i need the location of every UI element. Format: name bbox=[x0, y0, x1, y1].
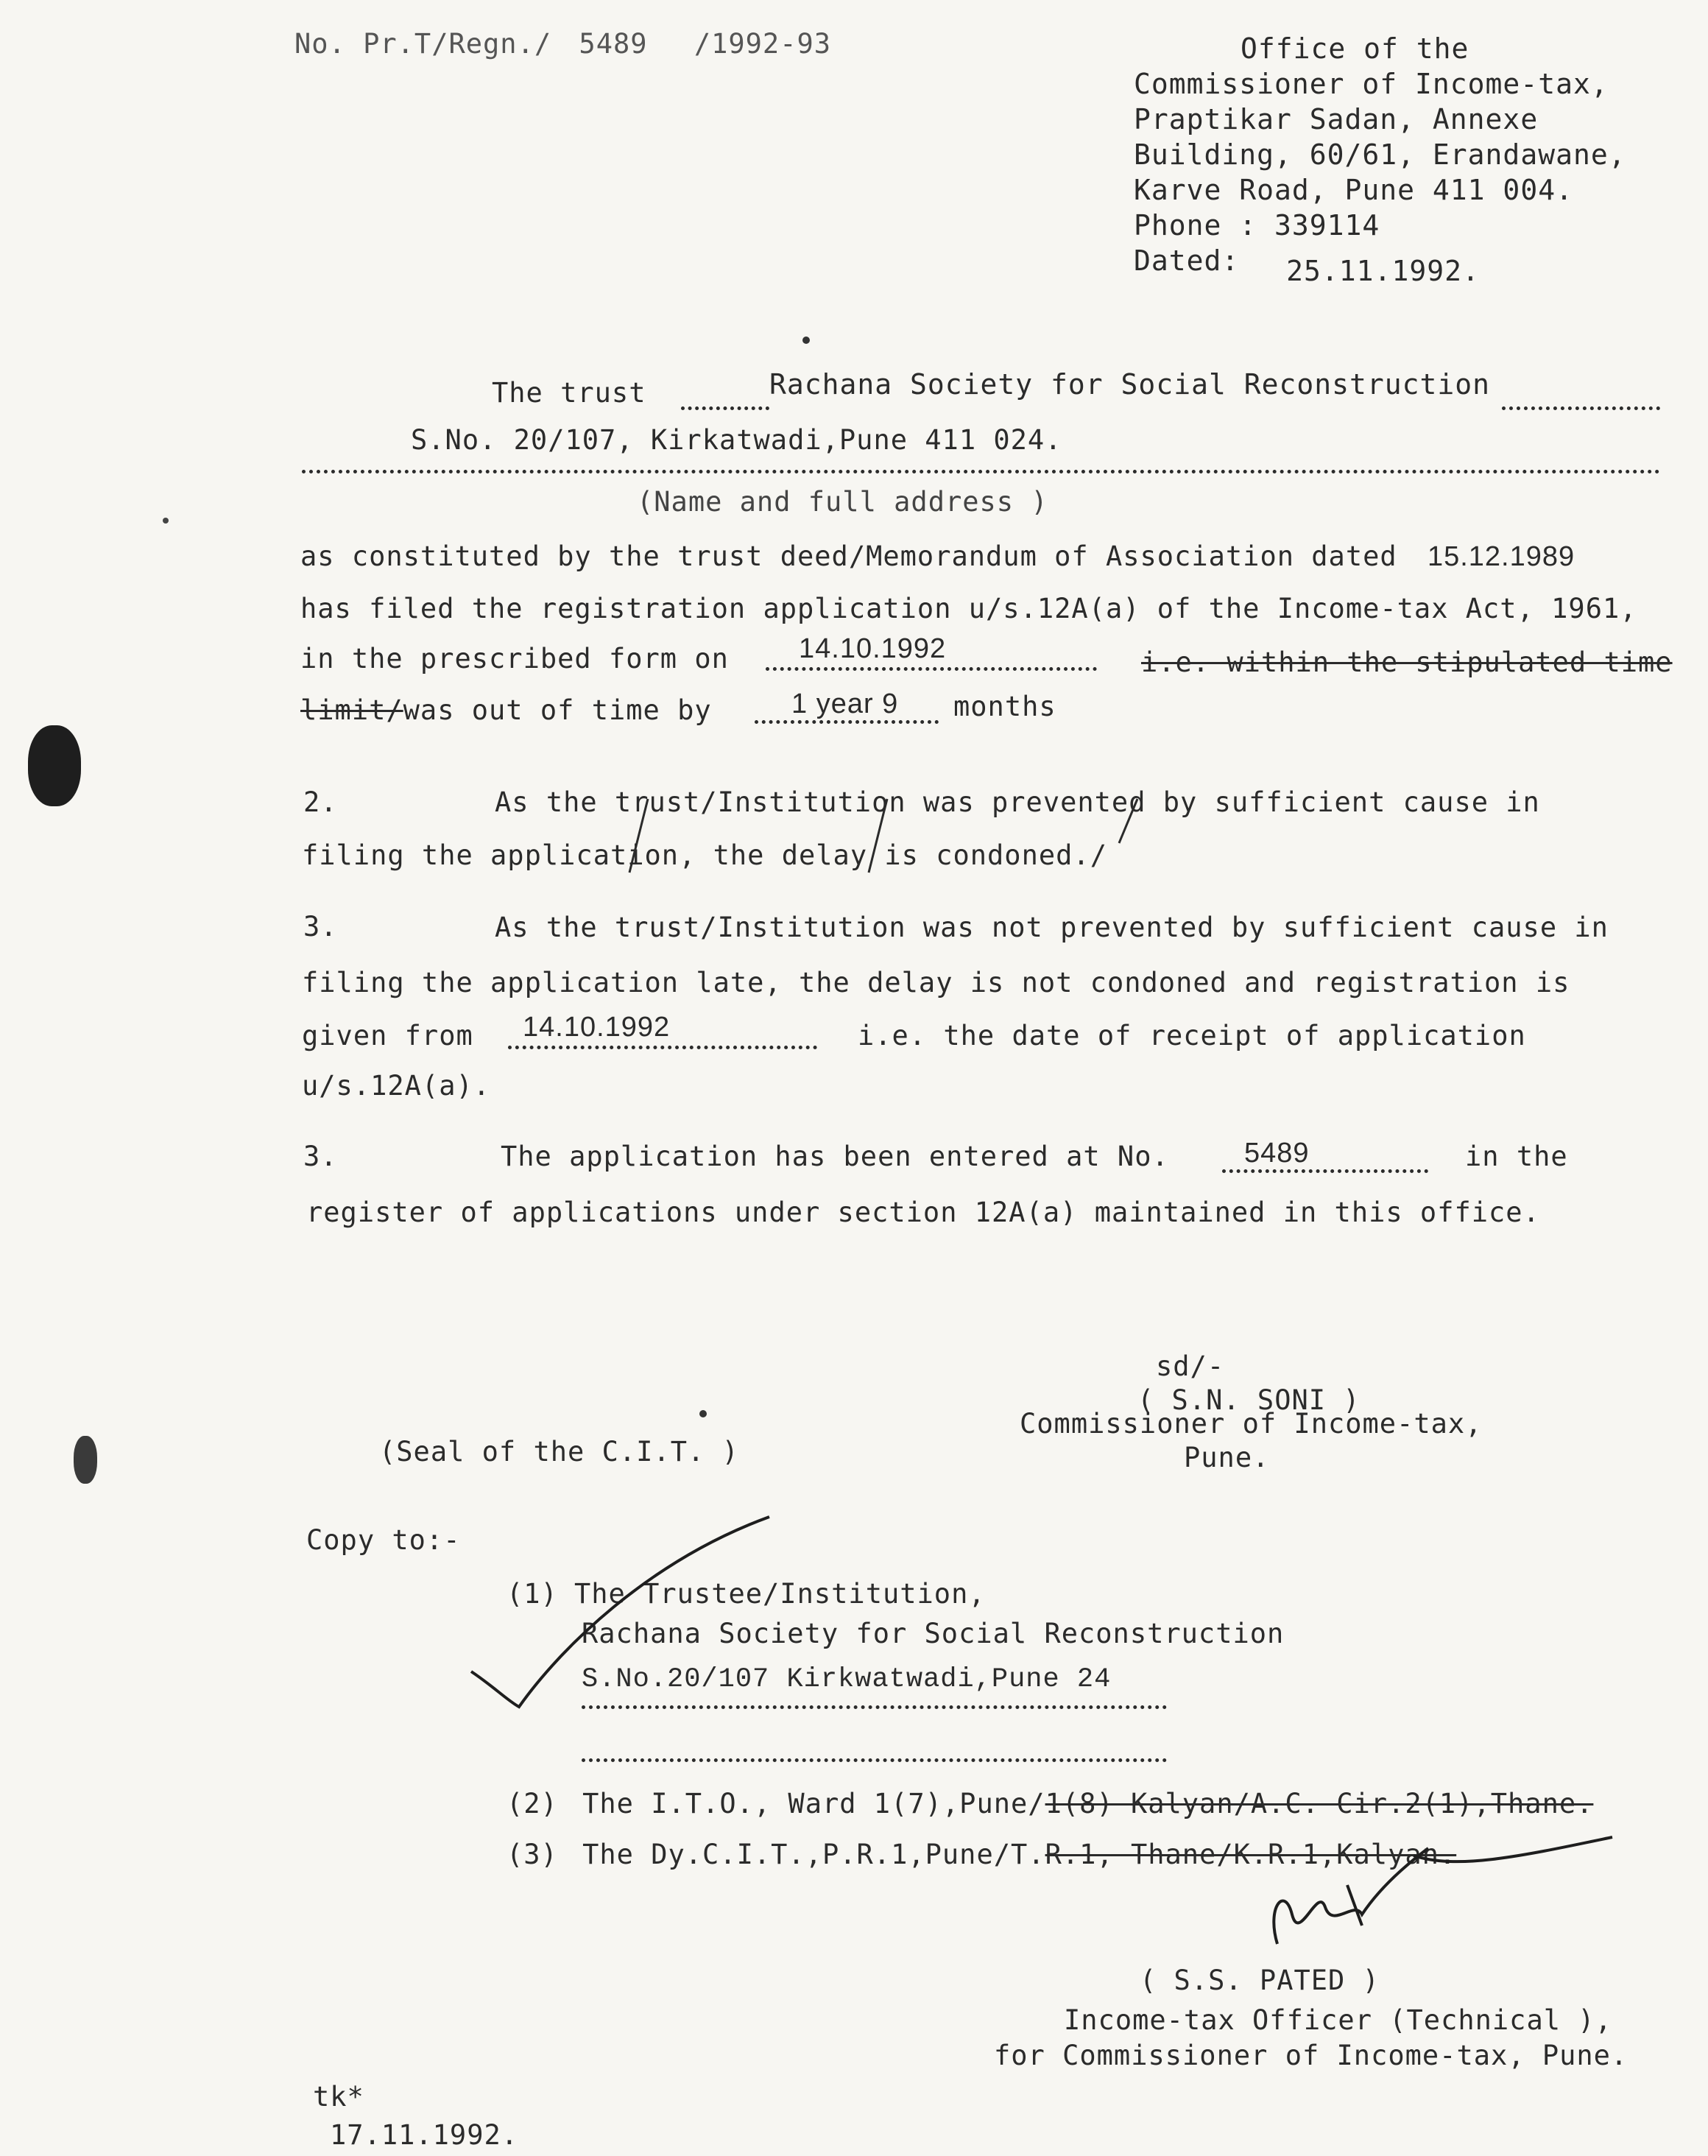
copy-to-label: Copy to:- bbox=[306, 1524, 461, 1556]
copy-item-1-line-2: Rachana Society for Social Reconstruction bbox=[582, 1618, 1285, 1649]
footer-date: 17.11.1992. bbox=[330, 2119, 519, 2151]
para3-line-2: filing the application late, the delay is not condoned and registration is bbox=[302, 967, 1570, 998]
para2-line-2: filing the application, the delay is condoned./ bbox=[302, 839, 1107, 871]
copy-item-3-text: The Dy.C.I.T.,P.R.1,Pune/T. bbox=[582, 1839, 1045, 1870]
copy-item-1-line-1: The Trustee/Institution, bbox=[574, 1578, 986, 1610]
copy-item-3-struck: R.1, Thane/K.R.1,Kalyan. bbox=[1045, 1839, 1457, 1870]
para3-line-3-prefix: given from bbox=[302, 1020, 473, 1051]
officer-name: ( S.S. PATED ) bbox=[1140, 1965, 1380, 1996]
para4-line-1-prefix: The application has been entered at No. bbox=[501, 1141, 1169, 1172]
typist-initials: tk* bbox=[313, 2081, 364, 2113]
office-line: Building, 60/61, Erandawane, bbox=[1134, 138, 1626, 171]
scan-speck bbox=[699, 1410, 707, 1417]
pen-stroke-mark bbox=[1414, 1837, 1612, 1861]
commissioner-title: Commissioner of Income-tax, bbox=[1020, 1408, 1483, 1440]
commissioner-city: Pune. bbox=[1184, 1442, 1270, 1473]
officer-title: Income-tax Officer (Technical ), bbox=[1064, 2004, 1612, 2036]
seal-label: (Seal of the C.I.T. ) bbox=[379, 1436, 739, 1468]
trust-label: The trust bbox=[492, 377, 646, 409]
para3-number: 3. bbox=[303, 911, 338, 943]
para4-line-2: register of applications under section 12A(a) maintained in this office. bbox=[306, 1197, 1540, 1228]
officer-signature bbox=[1274, 1848, 1428, 1944]
para3-line-1: As the trust/Institution was not prevented by sufficient cause in bbox=[495, 912, 1609, 943]
copy-item-2-text: The I.T.O., Ward 1(7),Pune/ bbox=[582, 1788, 1045, 1819]
commissioner-sd: sd/- bbox=[1156, 1350, 1225, 1382]
copy-item-2-struck: 1(8) Kalyan/A.C. Cir.2(1),Thane. bbox=[1045, 1788, 1594, 1819]
officer-for: for Commissioner of Income-tax, Pune. bbox=[994, 2040, 1628, 2071]
office-line: Karve Road, Pune 411 004. bbox=[1134, 174, 1573, 206]
scan-speck bbox=[163, 518, 169, 524]
deed-date: 15.12.1989 bbox=[1427, 541, 1575, 572]
form-date: 14.10.1992 bbox=[799, 633, 947, 664]
trust-caption: (Name and full address ) bbox=[637, 486, 1048, 518]
trust-address: S.No. 20/107, Kirkatwadi,Pune 411 024. bbox=[411, 424, 1062, 456]
dated-label: Dated: bbox=[1134, 244, 1240, 277]
copy-item-1-number: (1) bbox=[507, 1578, 558, 1610]
check-mark bbox=[471, 1517, 769, 1707]
dated-value: 25.11.1992. bbox=[1286, 255, 1480, 287]
copy-item-2-number: (2) bbox=[507, 1788, 558, 1819]
pen-slash-mark bbox=[1119, 799, 1137, 843]
copy-item-3-number: (3) bbox=[507, 1839, 558, 1870]
copy-item-1-line-3: S.No.20/107 Kirkwatwadi,Pune 24 bbox=[582, 1664, 1112, 1695]
office-line: Office of the bbox=[1241, 32, 1469, 65]
struck-within-time: i.e. within the stipulated time bbox=[1141, 647, 1673, 678]
pen-slash-mark bbox=[629, 799, 648, 873]
delay-unit: months bbox=[953, 691, 1056, 722]
office-line: Commissioner of Income-tax, bbox=[1134, 68, 1609, 100]
ref-number: 5489 bbox=[579, 28, 648, 60]
para4-number: 3. bbox=[303, 1141, 338, 1172]
entry-number: 5489 bbox=[1244, 1138, 1310, 1169]
ref-prefix: No. Pr.T/Regn./ bbox=[294, 28, 552, 60]
para3-line-3-suffix: i.e. the date of receipt of application bbox=[858, 1020, 1526, 1051]
deed-text: as constituted by the trust deed/Memorandum of Association dated bbox=[300, 540, 1397, 572]
out-of-time-text: was out of time by bbox=[403, 694, 712, 726]
office-line: Phone : 339114 bbox=[1134, 209, 1380, 242]
pen-slash-mark bbox=[869, 799, 887, 873]
delay-value: 1 year 9 bbox=[791, 688, 899, 719]
commissioner-name: ( S.N. SONI ) bbox=[1137, 1384, 1361, 1416]
para2-number: 2. bbox=[303, 786, 338, 818]
struck-limit: limit/ bbox=[300, 694, 403, 726]
para4-line-1-suffix: in the bbox=[1465, 1141, 1568, 1172]
body-line-2: has filed the registration application u/s.12A(a) of the Income-tax Act, 1961, bbox=[300, 593, 1637, 624]
scan-speck bbox=[802, 337, 810, 344]
form-text: in the prescribed form on bbox=[300, 643, 729, 674]
para3-line-4: u/s.12A(a). bbox=[302, 1070, 491, 1102]
office-line: Praptikar Sadan, Annexe bbox=[1134, 103, 1539, 135]
reg-date: 14.10.1992 bbox=[523, 1012, 671, 1043]
ref-year: /1992-93 bbox=[694, 28, 832, 60]
para2-line-1: As the trust/Institution was prevented by sufficient cause in bbox=[495, 786, 1540, 818]
trust-name: Rachana Society for Social Reconstruction bbox=[769, 368, 1490, 401]
